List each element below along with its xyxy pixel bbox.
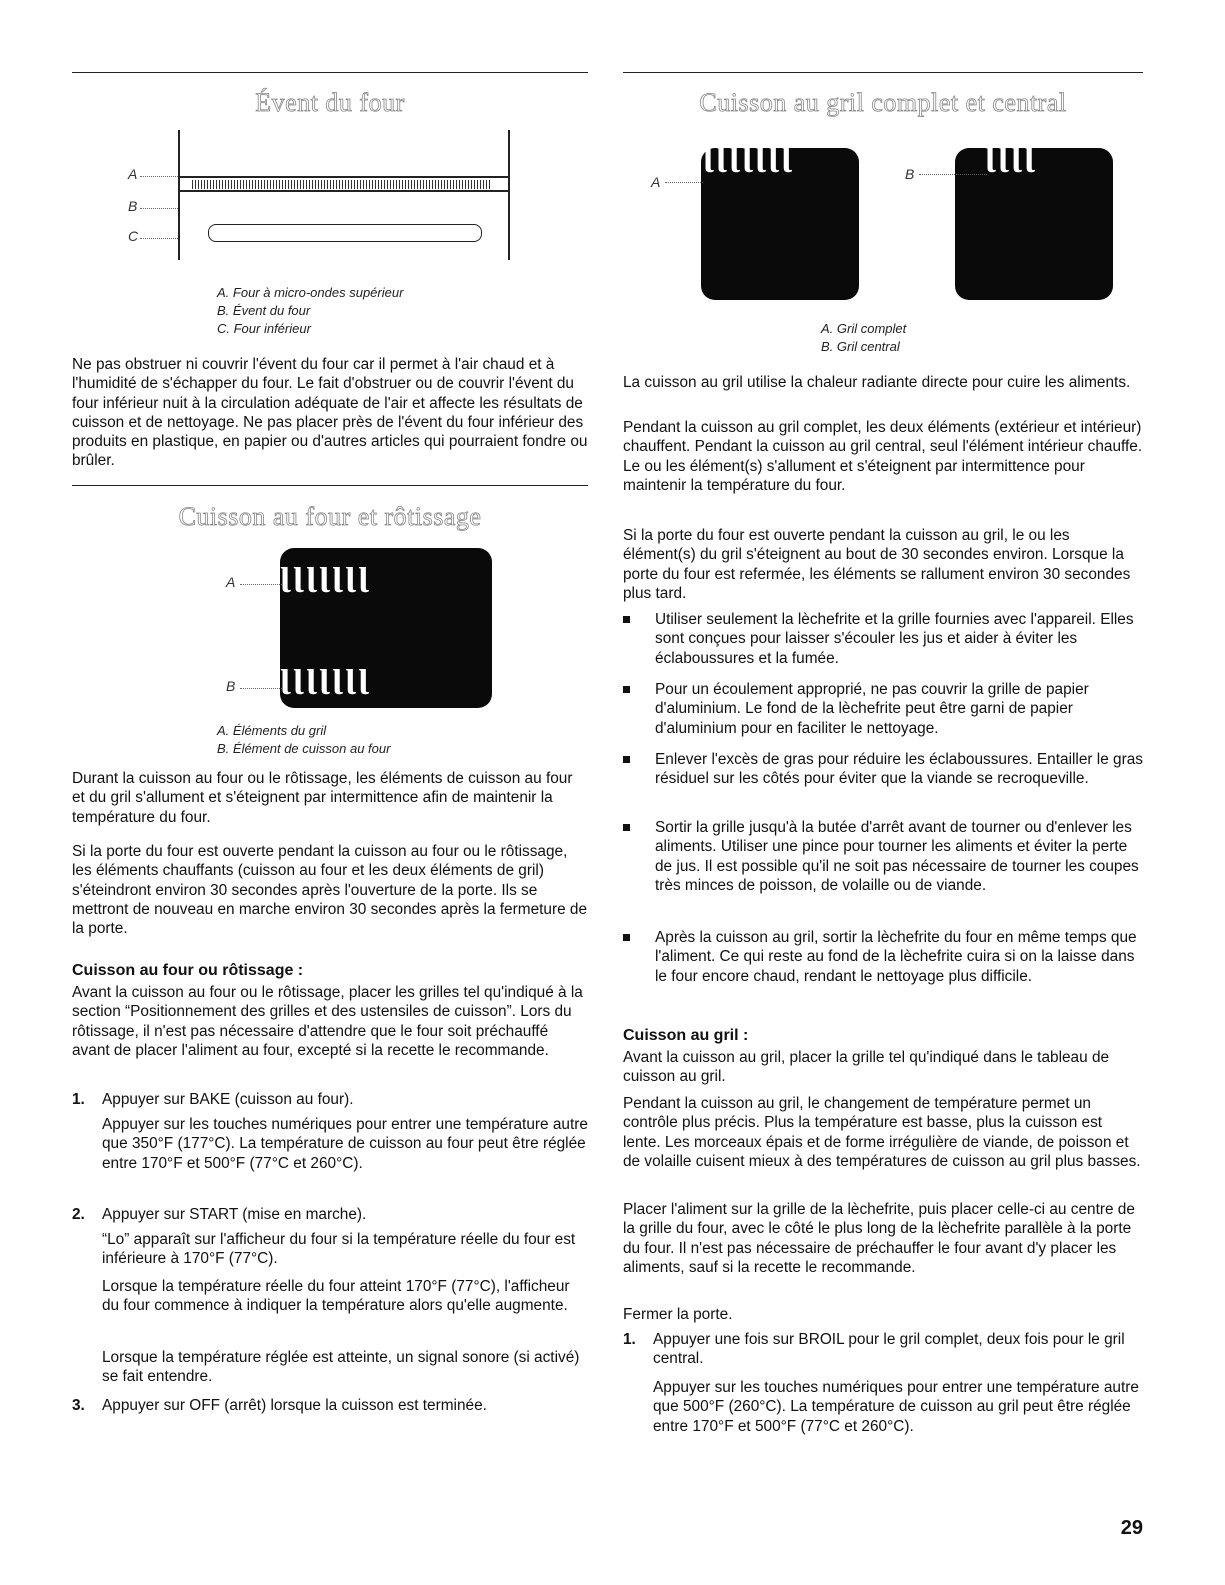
step-detail: Appuyer sur les touches numériques pour entrer une température autre que 500°F (260°C). La température de cuisson au gril peut être réglée entre 170°F et 500°F (77°C et 260°C). (653, 1379, 1139, 1435)
caption-line: B. Évent du four (217, 303, 311, 318)
bake-heading: Cuisson au four et rôtissage (178, 502, 482, 531)
diagram-label-c: C (128, 228, 139, 244)
broil-paragraph-5: Pendant la cuisson au gril, le changement de température permet un contrôle plus précis. Plus la température est basse, plus la cuisson est lente. Les morceaux épais et de forme irrégulière de viande, de poisson et de volaille cuisent mieux à des températures de cuisson au gril plus basses. (623, 1095, 1141, 1170)
page-number: 29 (1120, 1517, 1143, 1539)
step-detail: “Lo” apparaît sur l'afficheur du four si la température réelle du four est inférieure à 170°F (77°C). (102, 1231, 576, 1268)
step-number: 1. (623, 1331, 636, 1348)
bullet-text: Enlever l'excès de gras pour réduire les éclaboussures. Entailler le gras résiduel sur les côtés pour éviter que la viande se recroqueville. (655, 751, 1143, 788)
step-number: 3. (72, 1397, 85, 1414)
bake-paragraph-1: Durant la cuisson au four ou le rôtissage, les éléments de cuisson au four et du gril s'allument et s'éteignent par intermittence afin de maintenir la température du four. (72, 770, 573, 826)
broil-paragraph-1: La cuisson au gril utilise la chaleur radiante directe pour cuire les aliments. (623, 374, 1131, 391)
bake-diagram (212, 548, 512, 718)
caption-line: A. Gril complet (821, 321, 907, 336)
step-text: Appuyer une fois sur BROIL pour le gril complet, deux fois pour le gril central. (653, 1331, 1125, 1368)
caption-line: B. Élément de cuisson au four (217, 741, 391, 756)
broil-paragraph-7: Fermer la porte. (623, 1306, 733, 1323)
broil-captions (821, 320, 906, 356)
step-text: Appuyer sur OFF (arrêt) lorsque la cuisson est terminée. (102, 1397, 487, 1414)
full-broil-element: ƖƖƖƖƖƖƖ (703, 140, 795, 180)
broil-paragraph-6: Placer l'aliment sur la grille de la lèchefrite, puis placer celle-ci au centre de la grille du four, avec le côté le plus long de la lèchefrite parallèle à la porte du four. Il n'est pas nécessaire de préchauffer le four avant d'y placer les aliments, sauf si la recette le recommande. (623, 1201, 1135, 1276)
broil-diagram (623, 140, 1143, 310)
step-number: 2. (72, 1206, 85, 1223)
bake-element: ƖƖƖƖƖƖƖ (280, 662, 372, 702)
broil-paragraph-3: Si la porte du four est ouverte pendant la cuisson au gril, le ou les élément(s) du gril s'éteignent au bout de 30 secondes environ. Lorsque la porte du four est refermée, les éléments se rallument environ 30 secondes plus tard. (623, 527, 1131, 602)
bullet-marker (623, 934, 630, 941)
diagram-label-b: B (226, 678, 236, 694)
vent-captions (217, 284, 403, 338)
step-detail: Appuyer sur les touches numériques pour entrer une température autre que 350°F (177°C). La température de cuisson au four peut être réglée entre 170°F et 500°F (77°C et 260°C). (102, 1116, 588, 1172)
bullet-marker (623, 686, 630, 693)
bullet-text: Utiliser seulement la lèchefrite et la grille fournies avec l'appareil. Elles sont conçues pour laisser s'écouler les jus et aider à éviter les éclaboussures et la fumée. (655, 611, 1134, 667)
bake-subheading: Cuisson au four ou rôtissage : (72, 962, 304, 979)
vent-diagram (72, 130, 588, 270)
broil-subheading: Cuisson au gril : (623, 1027, 749, 1044)
center-broil-element: ƖƖƖƖ (985, 140, 1038, 180)
step-text: Appuyer sur BAKE (cuisson au four). (102, 1091, 354, 1108)
bake-captions (217, 722, 390, 758)
bullet-marker (623, 824, 630, 831)
step-detail: Lorsque la température réelle du four atteint 170°F (77°C), l'afficheur du four commence à indiquer la température alors qu'elle augmente. (102, 1278, 570, 1315)
bullet-marker (623, 616, 630, 623)
step-number: 1. (72, 1091, 85, 1108)
caption-line: A. Four à micro-ondes supérieur (217, 285, 404, 300)
bake-paragraph-2: Si la porte du four est ouverte pendant la cuisson au four ou le rôtissage, les éléments chauffants (cuisson au four et les deux éléments de gril) s'éteindront environ 30 secondes après l'ouverture de la porte. Ils se mettront de nouveau en marche environ 30 secondes après la fermeture de la porte. (72, 843, 588, 938)
vent-paragraph: Ne pas obstruer ni couvrir l'évent du four car il permet à l'air chaud et à l'humidité de s'échapper du four. Le fait d'obstruer ou de couvrir l'évent du four inférieur nuit à la circulation adéquate de l'air et affecte les résultats de cuisson et de nettoyage. Ne pas placer près de l'évent du four inférieur des produits en plastique, en papier ou d'autres articles qui pourraient fondre ou brûler. (72, 356, 588, 470)
broil-paragraph-2: Pendant la cuisson au gril complet, les deux éléments (extérieur et intérieur) chauffent. Pendant la cuisson au gril central, seul l'élément intérieur chauffe. Le ou les élément(s) s'allument et s'éteignent par intermittence pour maintenir la température du four. (623, 419, 1143, 494)
caption-line: B. Gril central (821, 339, 900, 354)
section-rule (72, 485, 588, 486)
broil-element: ƖƖƖƖƖƖƖ (280, 560, 372, 600)
bullet-marker (623, 756, 630, 763)
section-rule (72, 72, 588, 73)
bullet-text: Pour un écoulement approprié, ne pas couvrir la grille de papier d'aluminium. Le fond de la lèchefrite peut être garni de papier d'aluminium pour en faciliter le nettoyage. (655, 681, 1089, 737)
caption-line: A. Éléments du gril (217, 723, 327, 738)
broil-heading: Cuisson au gril complet et central (699, 88, 1067, 117)
step-detail: Lorsque la température réglée est atteinte, un signal sonore (si activé) se fait entendre. (102, 1349, 580, 1386)
diagram-label-a: A (128, 166, 138, 182)
diagram-label-a: A (226, 574, 236, 590)
section-rule (623, 72, 1143, 73)
vent-heading: Évent du four (255, 88, 405, 117)
diagram-label-b: B (905, 166, 915, 182)
caption-line: C. Four inférieur (217, 321, 311, 336)
broil-paragraph-4: Avant la cuisson au gril, placer la grille tel qu'indiqué dans le tableau de cuisson au gril. (623, 1049, 1110, 1086)
bake-intro: Avant la cuisson au four ou le rôtissage, placer les grilles tel qu'indiqué à la section “Positionnement des grilles et des ustensiles de cuisson”. Lors du rôtissage, il n'est pas nécessaire d'attendre que le four soit préchauffé avant de placer l'aliment au four, excepté si la recette le recommande. (72, 984, 583, 1059)
diagram-label-b: B (128, 198, 138, 214)
step-text: Appuyer sur START (mise en marche). (102, 1206, 367, 1223)
bullet-text: Après la cuisson au gril, sortir la lèchefrite du four en même temps que l'aliment. Ce qui reste au fond de la lèchefrite cuira si on la laisse dans le four encore chaud, rendant le nettoyage plus difficile. (655, 929, 1137, 985)
bullet-text: Sortir la grille jusqu'à la butée d'arrêt avant de tourner ou d'enlever les aliments. Utiliser une pince pour tourner les aliments et éviter la perte de jus. Il est possible qu'il ne soit pas nécessaire de tourner les coupes très minces de poisson, de volaille ou de viande. (655, 819, 1139, 894)
diagram-label-a: A (651, 174, 661, 190)
